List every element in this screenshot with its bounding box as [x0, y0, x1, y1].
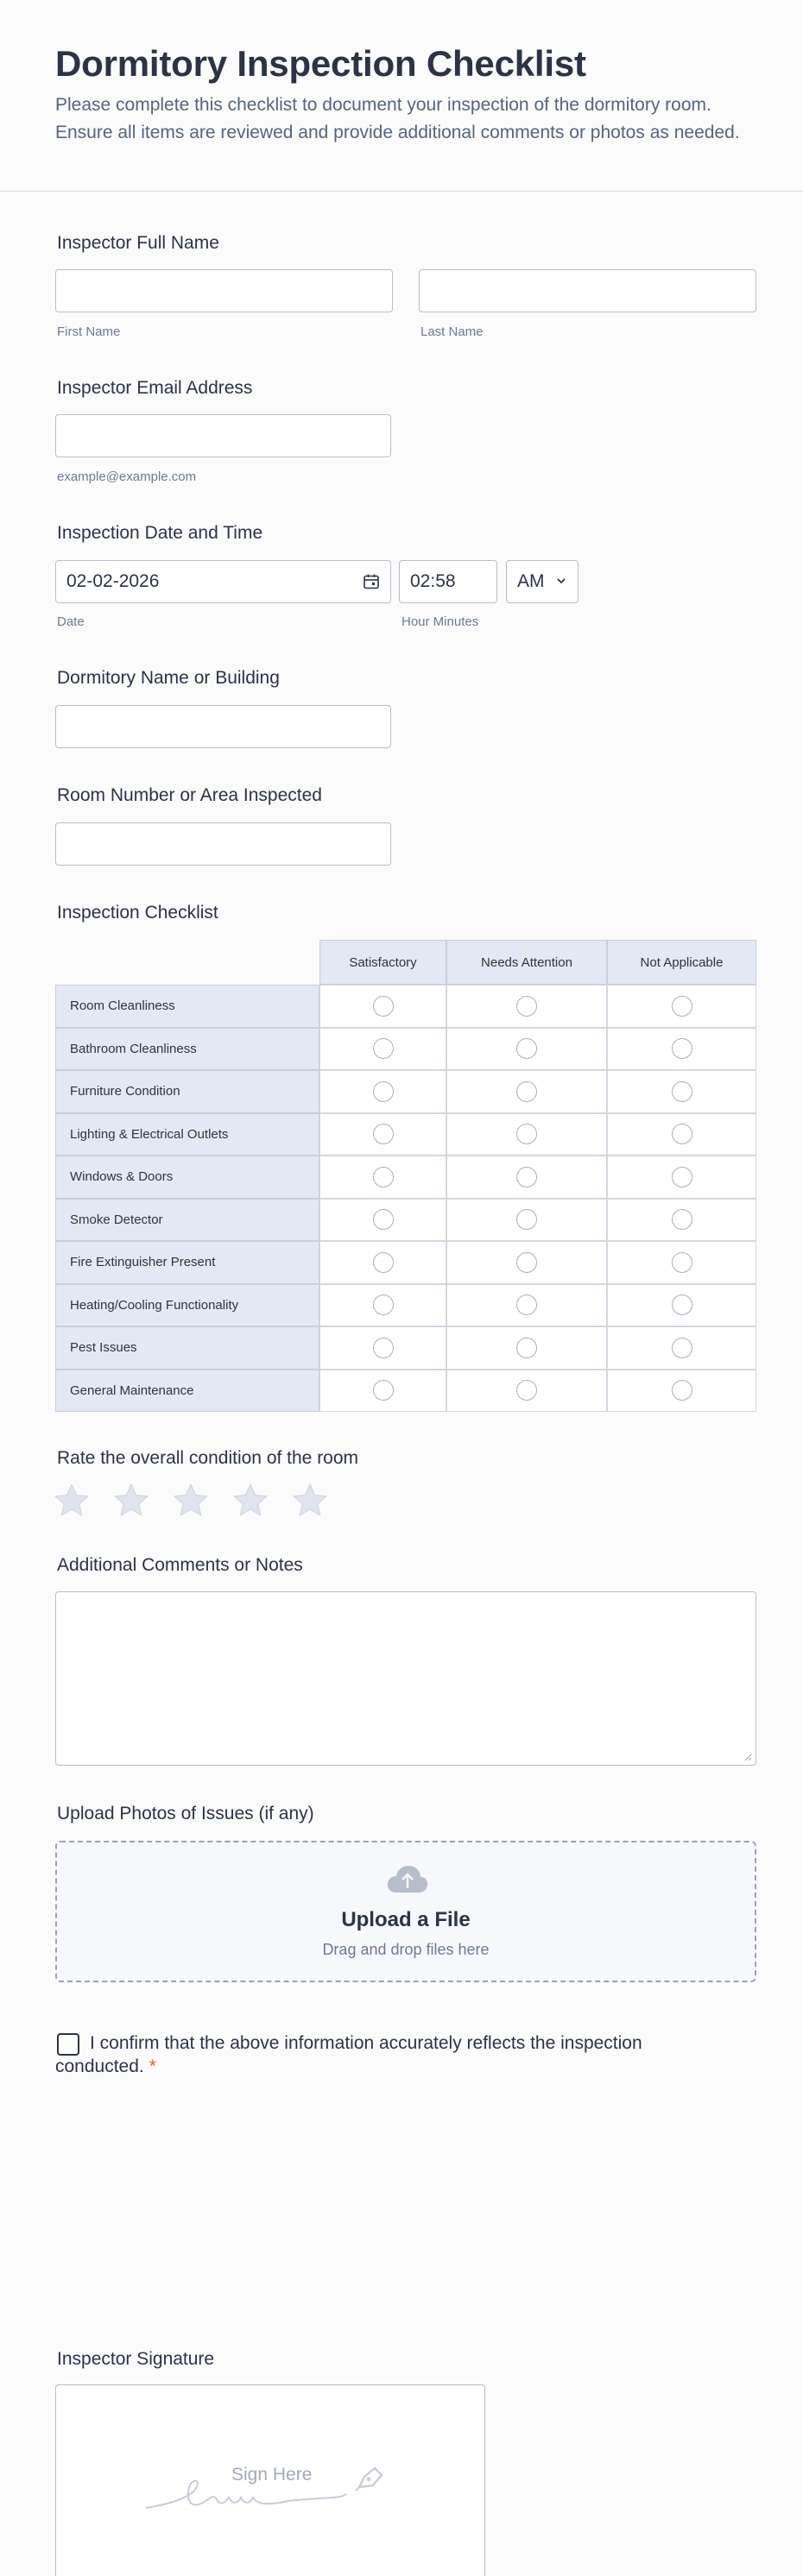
matrix-cell — [446, 1113, 607, 1156]
matrix-cell — [319, 1156, 446, 1199]
ampm-select[interactable] — [506, 560, 579, 603]
matrix-radio[interactable] — [516, 1209, 537, 1230]
matrix-cell — [446, 1070, 607, 1113]
cloud-upload-icon — [385, 1863, 430, 1896]
room-input[interactable] — [55, 822, 391, 866]
matrix-radio[interactable] — [516, 1380, 537, 1401]
required-mark: * — [149, 2056, 156, 2076]
matrix-radio[interactable] — [672, 1081, 692, 1102]
matrix-radio[interactable] — [373, 1167, 394, 1187]
form-header — [0, 0, 803, 192]
matrix-radio[interactable] — [373, 1252, 394, 1273]
time-sublabel: Hour Minutes — [402, 614, 479, 629]
matrix-row-label: Bathroom Cleanliness — [55, 1028, 319, 1071]
matrix-radio[interactable] — [672, 1380, 692, 1401]
matrix-cell — [446, 1028, 607, 1071]
matrix-cell — [607, 1113, 756, 1156]
form-description: Please complete this checklist to document your inspection of the dormitory room. Ensure all items are reviewed and provide additional comments or photos as needed. — [55, 95, 740, 142]
matrix-column-header: Satisfactory — [319, 940, 446, 985]
matrix-cell — [319, 985, 446, 1028]
matrix-radio[interactable] — [516, 1338, 537, 1358]
matrix-cell — [446, 1326, 607, 1370]
matrix-radio[interactable] — [672, 1252, 692, 1273]
star-icon[interactable] — [173, 1483, 209, 1519]
matrix-radio[interactable] — [373, 1124, 394, 1144]
email-sublabel: example@example.com — [57, 469, 197, 484]
matrix-radio[interactable] — [373, 1081, 394, 1102]
matrix-cell — [446, 1156, 607, 1199]
matrix-column-header: Not Applicable — [607, 940, 756, 985]
matrix-row-label: Heating/Cooling Functionality — [55, 1284, 319, 1327]
matrix-cell — [607, 1156, 756, 1199]
matrix-cell — [319, 1370, 446, 1413]
matrix-row-label: Smoke Detector — [55, 1199, 319, 1242]
matrix-cell — [319, 1241, 446, 1284]
last-name-input[interactable] — [419, 269, 756, 312]
signature-pad[interactable] — [55, 2384, 485, 2576]
matrix-radio[interactable] — [672, 1294, 692, 1315]
matrix-radio[interactable] — [373, 1294, 394, 1315]
inspector-email-label: Inspector Email Address — [57, 378, 253, 398]
matrix-row-label: Room Cleanliness — [55, 985, 319, 1028]
date-value: 02-02-2026 — [66, 571, 160, 591]
matrix-radio[interactable] — [516, 1294, 537, 1315]
matrix-radio[interactable] — [373, 1209, 394, 1230]
date-sublabel: Date — [57, 614, 85, 629]
matrix-cell — [319, 1028, 446, 1071]
matrix-cell — [319, 1326, 446, 1370]
matrix-cell — [319, 1070, 446, 1113]
matrix-radio[interactable] — [672, 1338, 692, 1358]
matrix-cell — [607, 1028, 756, 1071]
datetime-label: Inspection Date and Time — [57, 523, 263, 543]
last-name-sublabel: Last Name — [420, 324, 484, 339]
ampm-value: AM — [517, 571, 545, 591]
file-upload-dropzone[interactable] — [55, 1841, 756, 1982]
matrix-radio[interactable] — [516, 1081, 537, 1102]
matrix-radio[interactable] — [516, 1038, 537, 1059]
star-icon[interactable] — [292, 1483, 328, 1519]
matrix-cell — [607, 985, 756, 1028]
matrix-cell — [319, 1113, 446, 1156]
matrix-radio[interactable] — [516, 1252, 537, 1273]
matrix-radio[interactable] — [373, 1380, 394, 1401]
matrix-row-label: General Maintenance — [55, 1370, 319, 1413]
resize-grip-icon[interactable] — [743, 1753, 752, 1761]
calendar-icon[interactable] — [363, 573, 380, 590]
matrix-cell — [446, 1284, 607, 1327]
pen-icon — [354, 2463, 387, 2492]
matrix-cell — [607, 1326, 756, 1370]
matrix-row-label: Lighting & Electrical Outlets — [55, 1113, 319, 1156]
upload-subtitle: Drag and drop files here — [322, 1941, 490, 1958]
room-label: Room Number or Area Inspected — [57, 785, 322, 805]
matrix-row-label: Furniture Condition — [55, 1070, 319, 1113]
chevron-down-icon — [555, 575, 567, 587]
dormitory-label: Dormitory Name or Building — [57, 668, 280, 688]
matrix-cell — [446, 1370, 607, 1413]
signature-label: Inspector Signature — [57, 2349, 215, 2369]
confirm-label: I confirm that the above information accurately reflects the inspection conducted. — [55, 2033, 642, 2076]
checklist-label: Inspection Checklist — [57, 903, 218, 923]
matrix-radio[interactable] — [373, 1038, 394, 1059]
rating-label: Rate the overall condition of the room — [57, 1448, 359, 1468]
matrix-radio[interactable] — [672, 1038, 692, 1059]
matrix-cell — [446, 1241, 607, 1284]
first-name-sublabel: First Name — [57, 324, 121, 339]
matrix-cell — [607, 1070, 756, 1113]
first-name-input[interactable] — [55, 269, 393, 312]
matrix-cell — [446, 1199, 607, 1242]
matrix-radio[interactable] — [516, 1124, 537, 1144]
matrix-row-label: Fire Extinguisher Present — [55, 1241, 319, 1284]
matrix-radio[interactable] — [672, 1167, 692, 1187]
matrix-cell — [319, 1199, 446, 1242]
matrix-radio[interactable] — [672, 1124, 692, 1144]
upload-title: Upload a File — [341, 1908, 471, 1931]
star-icon[interactable] — [232, 1483, 269, 1519]
star-icon[interactable] — [54, 1483, 90, 1519]
matrix-radio[interactable] — [373, 1338, 394, 1358]
matrix-cell — [446, 985, 607, 1028]
comments-textarea[interactable] — [55, 1591, 756, 1766]
matrix-row-label: Windows & Doors — [55, 1156, 319, 1199]
comments-label: Additional Comments or Notes — [57, 1555, 303, 1575]
form-title: Dormitory Inspection Checklist — [55, 43, 586, 84]
matrix-cell — [319, 1284, 446, 1327]
signature-hint: Sign Here — [231, 2465, 313, 2485]
date-input[interactable] — [55, 560, 391, 603]
matrix-radio[interactable] — [516, 1167, 537, 1187]
matrix-cell — [607, 1370, 756, 1413]
dormitory-input[interactable] — [55, 705, 391, 748]
time-input[interactable]: 02:58 — [399, 560, 497, 603]
matrix-radio[interactable] — [516, 996, 537, 1017]
email-input[interactable] — [55, 414, 391, 457]
matrix-cell — [607, 1241, 756, 1284]
confirm-text[interactable] — [55, 2031, 746, 2078]
star-icon[interactable] — [113, 1483, 149, 1519]
upload-label: Upload Photos of Issues (if any) — [57, 1804, 314, 1823]
matrix-row-label: Pest Issues — [55, 1326, 319, 1370]
matrix-cell — [607, 1199, 756, 1242]
matrix-radio[interactable] — [672, 1209, 692, 1230]
matrix-radio[interactable] — [373, 996, 394, 1017]
matrix-cell — [607, 1284, 756, 1327]
matrix-column-header: Needs Attention — [446, 940, 607, 985]
inspector-name-label: Inspector Full Name — [57, 233, 219, 253]
matrix-radio[interactable] — [672, 996, 692, 1017]
